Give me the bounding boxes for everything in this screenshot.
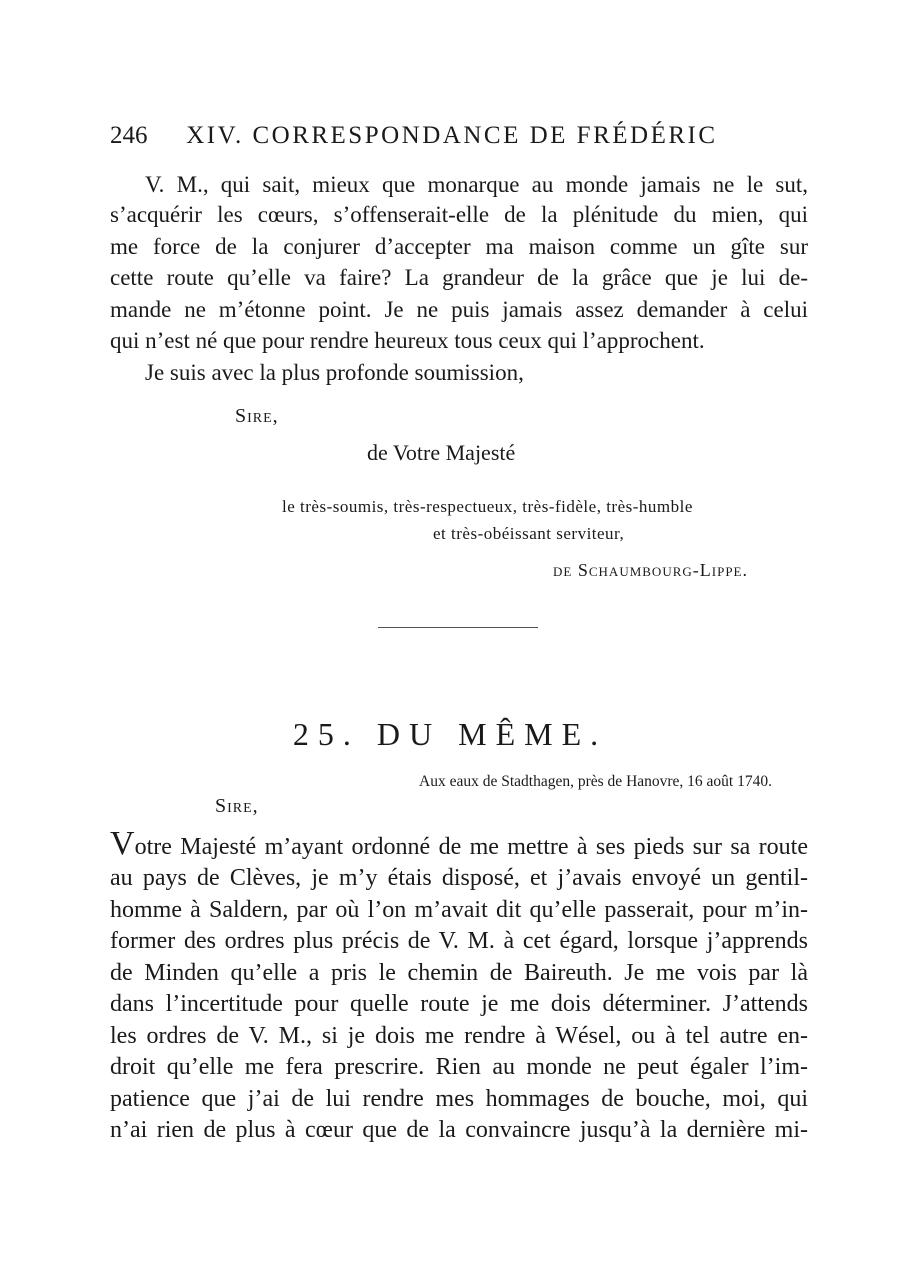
salutation: Sire, <box>235 405 279 427</box>
text-line: les ordres de V. M., si je dois me rendre à Wésel, ou à tel autre en- <box>110 1023 808 1049</box>
running-head-title: XIV. CORRESPONDANCE DE FRÉDÉRIC <box>186 122 718 149</box>
text-line: mande ne m’étonne point. Je ne puis jamais assez demander à celui <box>110 297 808 322</box>
text-line: patience que j’ai de lui rendre mes hommages de bouche, moi, qui <box>110 1086 808 1112</box>
text-line: former des ordres plus précis de V. M. à cet égard, lorsque j’apprends <box>110 928 808 954</box>
text-line: me force de la conjurer d’accepter ma maison comme un gîte sur <box>110 234 808 259</box>
text-line: homme à Saldern, par où l’on m’avait dit qu’elle passerait, pour m’in- <box>110 897 808 923</box>
text-line: s’acquérir les cœurs, s’offenserait-elle de la plénitude du mien, qui <box>110 202 808 227</box>
section-heading: 25. DU MÊME. <box>292 716 608 752</box>
text-line: n’ai rien de plus à cœur que de la convaincre jusqu’à la dernière mi- <box>110 1117 808 1143</box>
text-line: au pays de Clèves, je m’y étais disposé, et j’avais envoyé un gentil- <box>110 865 808 891</box>
subscription-line: et très-obéissant serviteur, <box>433 524 625 543</box>
subscription-line: le très-soumis, très-respectueux, très-fidèle, très-humble <box>282 497 693 516</box>
text-line: V. M., qui sait, mieux que monarque au monde jamais ne le sut, <box>145 172 808 197</box>
signature: de Schaumbourg-Lippe. <box>553 560 748 580</box>
running-head <box>110 122 750 150</box>
text-line: cette route qu’elle va faire? La grandeur de la grâce que je lui de- <box>110 265 808 290</box>
text-line: qui n’est né que pour rendre heureux tous ceux qui l’approchent. <box>110 328 705 353</box>
closing: de Votre Majesté <box>367 440 516 465</box>
dateline: Aux eaux de Stadthagen, près de Hanovre, 16 août 1740. <box>419 773 772 790</box>
text-line-first <box>110 825 808 864</box>
text-line: de Minden qu’elle a pris le chemin de Baireuth. Je me vois par là <box>110 960 808 986</box>
drop-cap: V <box>110 825 135 862</box>
salutation: Sire, <box>215 795 259 817</box>
section-divider <box>378 627 538 628</box>
first-line-text: otre Majesté m’ayant ordonné de me mettre à ses pieds sur sa route <box>134 834 808 860</box>
text-line: dans l’incertitude pour quelle route je me dois déterminer. J’attends <box>110 991 808 1017</box>
text-line: Je suis avec la plus profonde soumission, <box>145 360 524 385</box>
text-line: droit qu’elle me fera prescrire. Rien au monde ne peut égaler l’im- <box>110 1054 808 1080</box>
page-number: 246 <box>110 122 148 149</box>
